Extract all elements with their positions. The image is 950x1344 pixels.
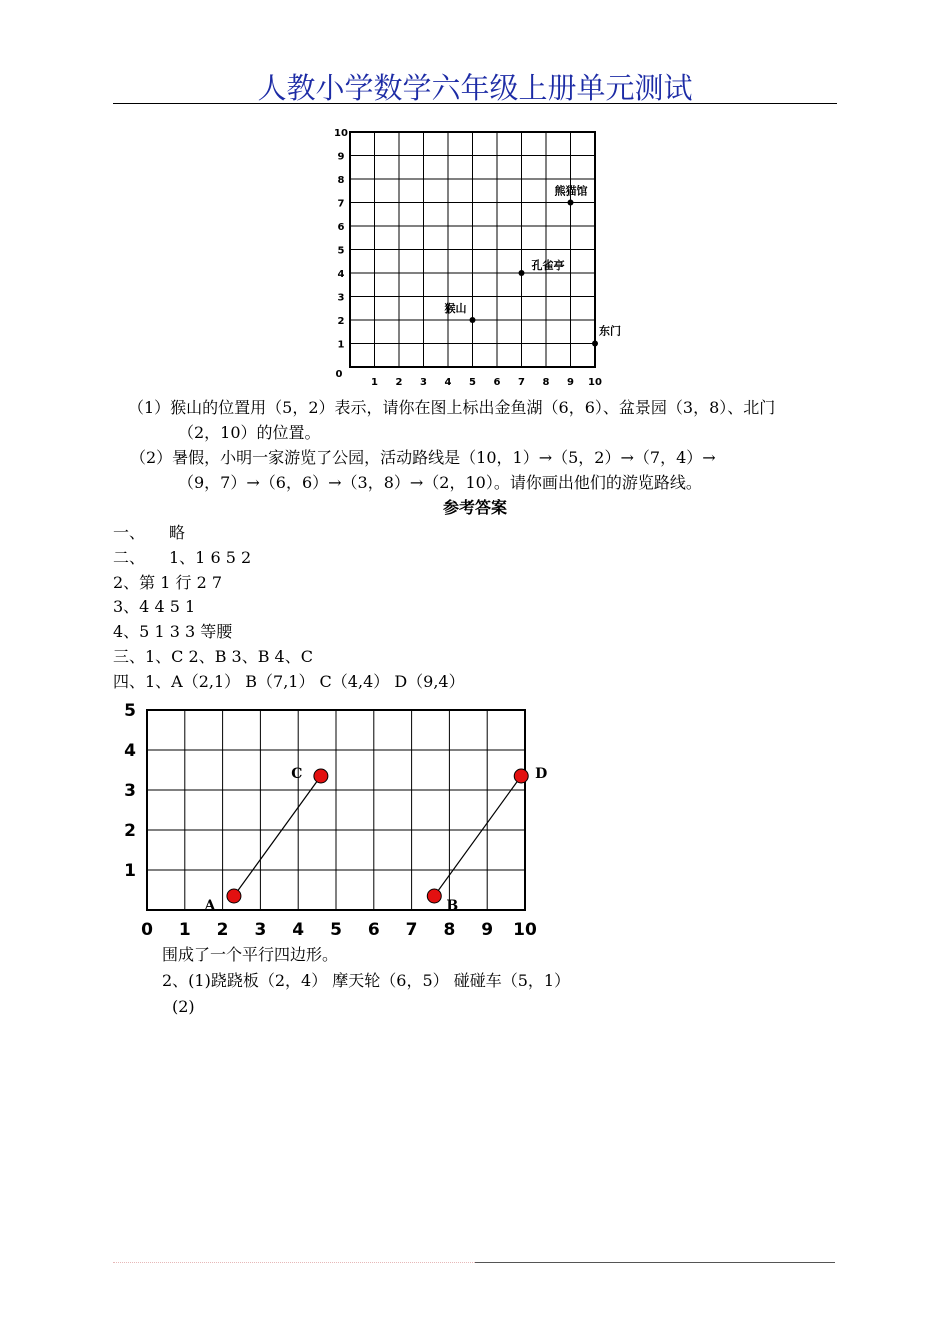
y-tick-label: 4 [124, 741, 136, 761]
point-marker [592, 341, 598, 347]
x-tick-label: 10 [513, 920, 537, 940]
point-label: C [291, 766, 303, 782]
x-tick-label: 3 [254, 920, 267, 940]
y-tick-label: 3 [124, 781, 136, 801]
x-tick-label: 2 [395, 377, 403, 388]
y-tick-label: 8 [337, 175, 345, 186]
answer-line: 4、5 1 3 3 等腰 [113, 622, 233, 641]
point-marker [514, 769, 528, 783]
x-tick-label: 1 [371, 377, 378, 388]
answers-heading: 参考答案 [442, 498, 507, 517]
point-label: 猴山 [444, 302, 467, 315]
origin-label: 0 [335, 369, 343, 380]
answer-line: 四、1、A（2,1） B（7,1） C（4,4） D（9,4） [113, 672, 465, 691]
answer-line: 三、1、C 2、B 3、B 4、C [113, 647, 313, 666]
point-label: B [446, 898, 459, 914]
y-tick-label: 2 [337, 316, 345, 327]
point-marker [519, 270, 525, 276]
y-tick-label: 5 [337, 245, 345, 257]
segment-line [434, 776, 521, 896]
x-tick-label: 10 [588, 377, 602, 388]
question-1-line-2: （2，10）的位置。 [178, 423, 321, 442]
answer-line: 2、第 1 行 2 7 [113, 573, 223, 592]
x-tick-label: 9 [481, 920, 494, 940]
y-tick-label: 9 [337, 151, 345, 163]
x-tick-label: 0 [141, 920, 153, 940]
x-tick-label: 9 [567, 377, 574, 388]
point-marker [568, 200, 574, 206]
point-label: D [535, 766, 548, 782]
parallelogram-chart [110, 700, 570, 945]
point-label: 孔雀亭 [531, 259, 565, 272]
x-tick-label: 5 [330, 920, 342, 940]
answer-line: 2、(1)跷跷板（2，4） 摩天轮（6，5） 碰碰车（5，1） [162, 971, 571, 990]
y-tick-label: 7 [337, 198, 345, 210]
x-tick-label: 2 [216, 920, 229, 940]
y-tick-label: 1 [124, 861, 136, 881]
answer-line: (2) [172, 997, 195, 1016]
footer-rule [475, 1262, 835, 1263]
segment-line [234, 776, 321, 896]
park-grid-chart [320, 122, 640, 390]
y-tick-label: 10 [334, 128, 348, 139]
x-tick-label: 1 [178, 920, 191, 940]
header-divider [113, 103, 837, 104]
y-tick-label: 2 [124, 821, 136, 841]
y-tick-label: 6 [337, 222, 345, 233]
footer-dotted-rule [113, 1262, 475, 1263]
answer-line: 二、 1、1 6 5 2 [113, 548, 252, 567]
point-label: A [204, 898, 216, 914]
point-marker [427, 889, 441, 903]
x-tick-label: 7 [405, 920, 418, 940]
point-marker [470, 317, 476, 323]
point-label: 东门 [599, 324, 621, 338]
answer-line: 围成了一个平行四边形。 [162, 945, 339, 964]
x-tick-label: 6 [493, 377, 501, 388]
x-tick-label: 7 [518, 377, 525, 388]
question-1-line-1: （1）猴山的位置用（5，2）表示，请你在图上标出金鱼湖（6，6）、盆景园（3，8）、北门 [128, 398, 776, 417]
y-tick-label: 4 [337, 269, 345, 280]
x-tick-label: 8 [542, 377, 550, 388]
page-title: 人教小学数学六年级上册单元测试 [257, 71, 693, 105]
x-tick-label: 3 [420, 377, 427, 388]
question-2-line-2: （9，7）→（6，6）→（3，8）→（2，10）。请你画出他们的游览路线。 [178, 473, 702, 492]
answer-line: 一、 略 [113, 523, 186, 542]
x-tick-label: 6 [367, 920, 380, 940]
answer-line: 3、4 4 5 1 [113, 597, 196, 616]
x-tick-label: 4 [292, 920, 305, 940]
y-tick-label: 5 [124, 701, 136, 721]
point-marker [227, 889, 241, 903]
y-tick-label: 3 [337, 292, 345, 304]
question-2-line-1: （2）暑假，小明一家游览了公园，活动路线是（10，1）→（5，2）→（7，4）→ [130, 448, 716, 467]
x-tick-label: 4 [444, 377, 452, 388]
x-tick-label: 5 [469, 377, 476, 388]
point-label: 熊猫馆 [554, 184, 588, 198]
x-tick-label: 8 [443, 920, 456, 940]
y-tick-label: 1 [337, 339, 345, 351]
point-marker [314, 769, 328, 783]
